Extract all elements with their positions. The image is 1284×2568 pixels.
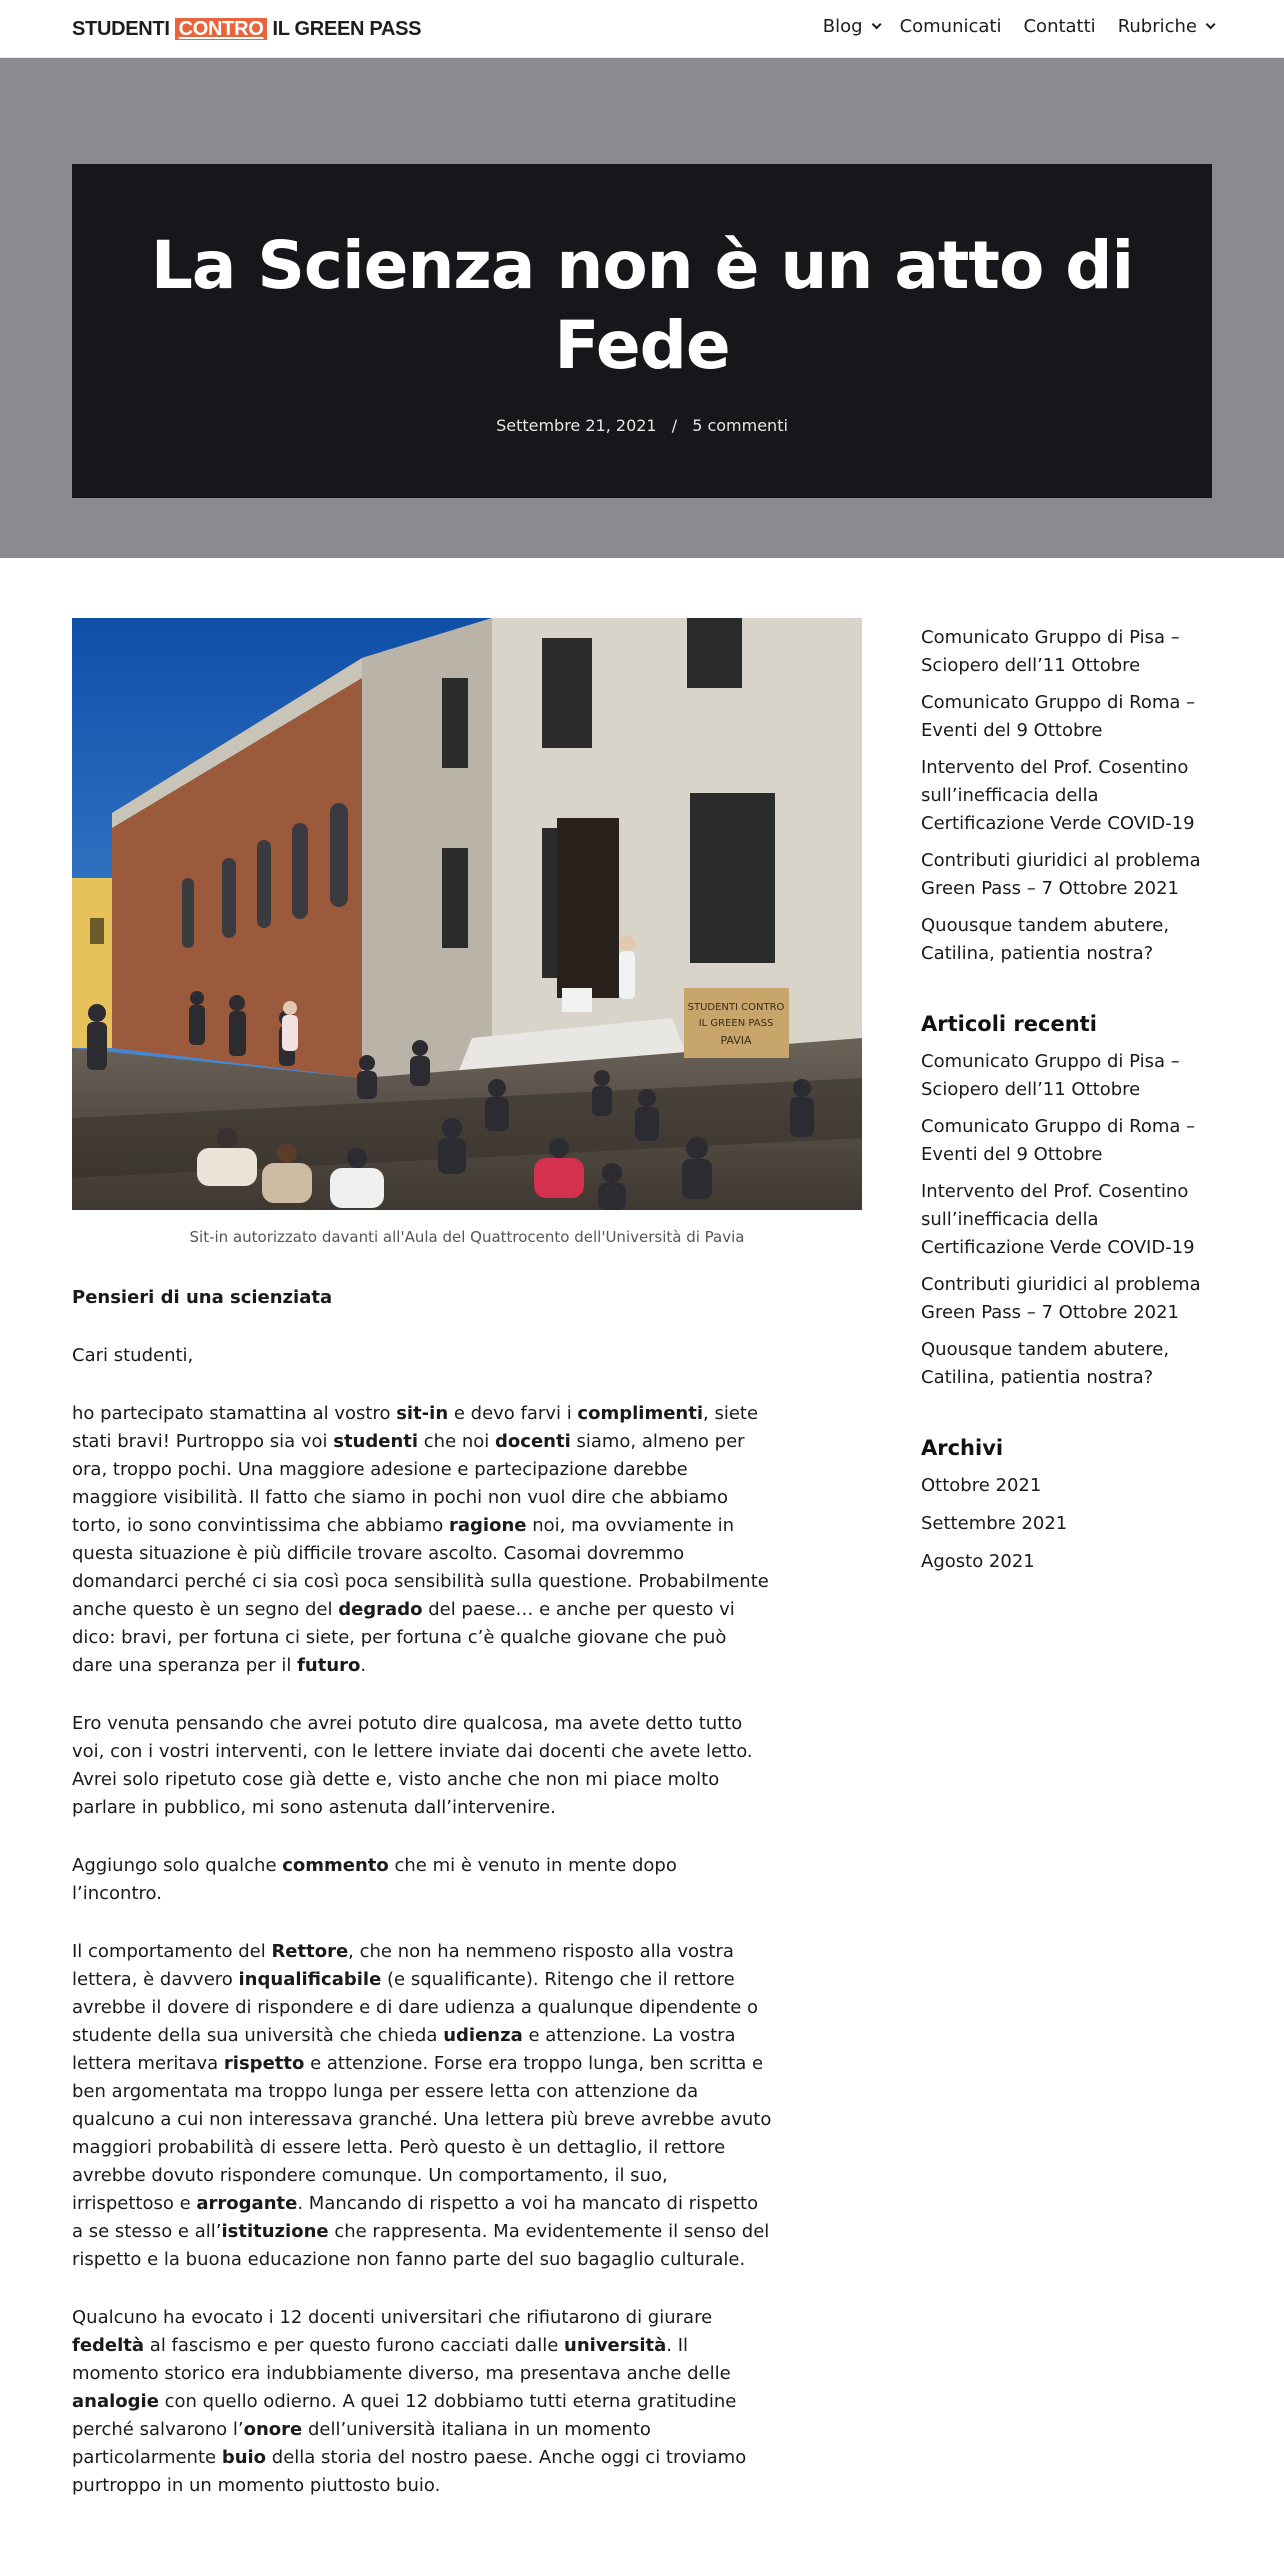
sidebar-link[interactable]: Comunicato Gruppo di Roma – Eventi del 9 Ottobre — [921, 692, 1196, 741]
article-body — [72, 1284, 772, 2530]
nav-item-comunicati[interactable] — [900, 16, 1002, 37]
sidebar — [921, 624, 1213, 1586]
hero-banner — [0, 58, 1284, 558]
sidebar-link[interactable]: Comunicato Gruppo di Pisa – Sciopero dell’11 Ottobre — [921, 627, 1180, 676]
post-date[interactable]: Settembre 21, 2021 — [496, 416, 657, 435]
archive-heading: Archivi — [921, 1436, 1004, 1460]
sidebar-link[interactable]: Contributi giuridici al problema Green Pass – 7 Ottobre 2021 — [921, 850, 1201, 899]
archive-list — [921, 1472, 1213, 1576]
logo-text-contro: CONTRO — [175, 18, 268, 40]
svg-text:PAVIA: PAVIA — [720, 1034, 752, 1047]
nav-label: Contatti — [1023, 16, 1096, 37]
sidebar-link[interactable]: Intervento del Prof. Cosentino sull’inefficacia della Certificazione Verde COVID-19 — [921, 757, 1195, 834]
nav-label: Comunicati — [899, 16, 1002, 37]
chevron-down-icon[interactable] — [871, 19, 881, 29]
meta-separator: / — [671, 416, 678, 435]
recent-post-link[interactable]: Contributi giuridici al problema Green Pass – 7 Ottobre 2021 — [921, 1274, 1201, 1323]
svg-text:IL GREEN PASS: IL GREEN PASS — [698, 1018, 774, 1029]
post-meta — [72, 416, 1212, 435]
archive-link[interactable]: Settembre 2021 — [921, 1513, 1068, 1534]
recent-posts-heading: Articoli recenti — [921, 1012, 1097, 1036]
main-navigation — [823, 16, 1212, 37]
recent-post-link[interactable]: Quousque tandem abutere, Catilina, patientia nostra? — [921, 1339, 1170, 1388]
nav-label: Rubriche — [1117, 16, 1197, 37]
recent-post-link[interactable]: Comunicato Gruppo di Pisa – Sciopero dell’11 Ottobre — [921, 1051, 1180, 1100]
article-paragraphs — [72, 1400, 772, 2500]
sidebar-top-links — [921, 624, 1213, 968]
featured-image — [72, 618, 862, 1210]
hero-card — [72, 164, 1212, 498]
post-title: La Scienza non è un atto di Fede — [150, 227, 1134, 384]
site-logo[interactable] — [72, 17, 421, 41]
article-paragraph: Ero venuta pensando che avrei potuto dire qualcosa, ma avete detto tutto voi, con i vostri interventi, con le lettere inviate dai docenti che avete letto. Avrei solo ripetuto cose già dette e, visto anche che non mi piace molto parlare in pubblico, mi sono astenuta dall’intervenire. — [72, 1713, 753, 1818]
recent-posts-list — [921, 1048, 1213, 1392]
article-greeting: Cari studenti, — [72, 1345, 194, 1366]
post-comments-link[interactable]: 5 commenti — [692, 416, 788, 435]
nav-label: Blog — [822, 16, 863, 37]
nav-item-rubriche[interactable] — [1118, 16, 1212, 37]
sidebar-link[interactable]: Quousque tandem abutere, Catilina, patientia nostra? — [921, 915, 1170, 964]
chevron-down-icon[interactable] — [1206, 19, 1216, 29]
archive-link[interactable]: Agosto 2021 — [921, 1551, 1035, 1572]
article-paragraph: Qualcuno ha evocato i 12 docenti universitari che rifiutarono di giurare fedeltà al fascismo e per questo furono cacciati dalle università. Il momento storico era indubbiamente diverso, ma presentava anche delle analogie con quello odierno. A quei 12 dobbiamo tutti eterna gratitudine perché salvarono l’onore dell’università italiana in un momento particolarmente buio della storia del nostro paese. Anche oggi ci troviamo purtroppo in un momento piuttosto buio. — [72, 2307, 747, 2496]
article-paragraph: ho partecipato stamattina al vostro sit-in e devo farvi i complimenti, siete stati bravi! Purtroppo sia voi studenti che noi docenti siamo, almeno per ora, troppo pochi. Una maggiore adesione e partecipazione darebbe maggiore visibilità. Il fatto che siamo in pochi non vuol dire che abbiamo torto, io sono convintissima che abbiamo ragione noi, ma ovviamente in questa situazione è più difficile trovare ascolto. Casomai dovremmo domandarci perché ci sia così poca sensibilità sulla questione. Probabilmente anche questo è un segno del degrado del paese… e anche per questo vi dico: bravi, per fortuna ci siete, per fortuna c’è qualche giovane che può dare una speranza per il futuro. — [72, 1403, 769, 1676]
recent-post-link[interactable]: Intervento del Prof. Cosentino sull’inefficacia della Certificazione Verde COVID-19 — [921, 1181, 1195, 1258]
article-heading: Pensieri di una scienziata — [72, 1287, 333, 1308]
banner-text: STUDENTI CONTRO — [687, 1002, 785, 1013]
logo-text-studenti: STUDENTI — [72, 17, 170, 40]
archive-link[interactable]: Ottobre 2021 — [921, 1475, 1042, 1496]
image-caption: Sit-in autorizzato davanti all'Aula del Quattrocento dell'Università di Pavia — [189, 1228, 745, 1246]
logo-text-green-pass: IL GREEN PASS — [272, 17, 422, 40]
article-paragraph: Aggiungo solo qualche commento che mi è venuto in mente dopo l’incontro. — [72, 1855, 677, 1904]
site-header — [0, 0, 1284, 58]
nav-item-contatti[interactable] — [1023, 16, 1095, 37]
recent-post-link[interactable]: Comunicato Gruppo di Roma – Eventi del 9 Ottobre — [921, 1116, 1196, 1165]
article-paragraph: Il comportamento del Rettore, che non ha nemmeno risposto alla vostra lettera, è davvero inqualificabile (e squalificante). Ritengo che il rettore avrebbe il dovere di rispondere e di dare udienza a qualunque dipendente o studente della sua università che chieda udienza e attenzione. La vostra lettera meritava rispetto e attenzione. Forse era troppo lunga, ben scritta e ben argomentata ma troppo lunga per essere letta con attenzione da qualcuno a cui non interessava granché. Una lettera più breve avrebbe avuto maggiori probabilità di essere letta. Però questo è un dettaglio, il rettore avrebbe dovuto rispondere comunque. Un comportamento, il suo, irrispettoso e arrogante. Mancando di rispetto a voi ha mancato di rispetto a se stesso e all’istituzione che rappresenta. Ma evidentemente il senso del rispetto e la buona educazione non fanno parte del suo bagaglio culturale. — [72, 1941, 772, 2270]
nav-item-blog[interactable] — [823, 16, 878, 37]
